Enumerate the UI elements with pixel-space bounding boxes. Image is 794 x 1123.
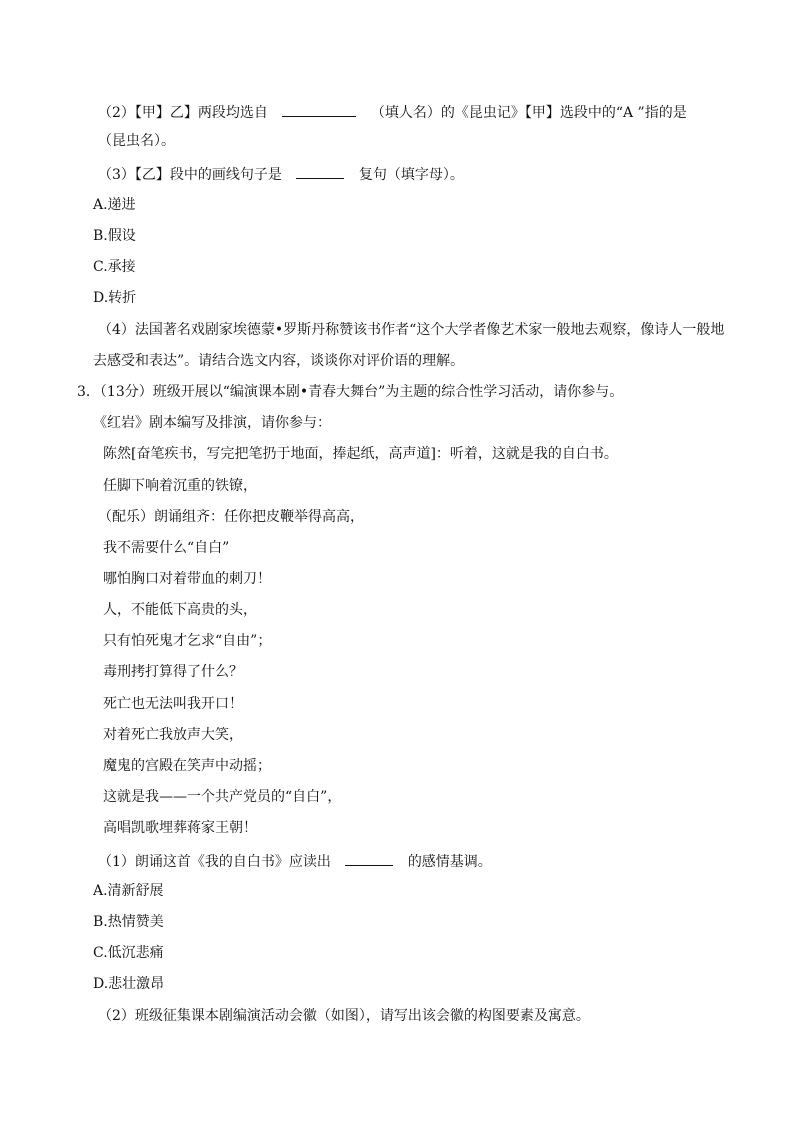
option-d: D.转折 — [93, 290, 137, 306]
option-b: B.热情赞美 — [93, 914, 164, 930]
script-line: 这就是我——一个共产党员的“自白”， — [103, 789, 342, 805]
question-2-prefix: （2）【甲】乙】两段均选自 — [98, 105, 268, 121]
script-line: 毒刑拷打算得了什么？ — [103, 664, 243, 680]
script-line: 只有怕死鬼才乞求“自由”； — [103, 633, 272, 649]
sub-question-1-suffix: 的感情基调。 — [407, 854, 492, 870]
question-2-continuation: （昆虫名）。 — [98, 133, 175, 149]
question-3-prefix: （3）【乙】段中的画线句子是 — [98, 167, 282, 183]
script-line: 任脚下响着沉重的铁镣， — [103, 478, 257, 494]
question-3-suffix: 复句（填字母）。 — [358, 167, 464, 183]
question-2-line-1 — [98, 102, 687, 122]
question-3-stem — [98, 164, 464, 184]
script-line: 我不需要什么“自白” — [103, 540, 230, 556]
option-a: A.递进 — [93, 197, 136, 213]
question-4-line-2: 去感受和表达”。请结合选文内容，谈谈你对评价语的理解。 — [93, 353, 465, 369]
question-2-line-2 — [98, 132, 175, 150]
option-c: C.低沉悲痛 — [93, 945, 164, 961]
sub-question-2: （2）班级征集课本剧编演活动会徽（如图），请写出该会徽的构图要素及寓意。 — [98, 1008, 590, 1024]
question-4-line-1: （4）法国著名戏剧家埃德蒙•罗斯丹称赞该书作者“这个大学者像艺术家一般地去观察，像诗人一般地 — [98, 322, 725, 338]
script-line: 高唱凯歌埋葬蒋家王朝！ — [103, 820, 257, 836]
answer-blank[interactable] — [282, 102, 356, 117]
script-line: 死亡也无法叫我开口！ — [103, 696, 243, 712]
answer-blank[interactable] — [345, 851, 393, 866]
item-3-intro: 《红岩》剧本编写及排演，请你参与： — [93, 415, 331, 431]
option-b: B.假设 — [93, 228, 136, 244]
script-line: 对着死亡我放声大笑， — [103, 727, 243, 743]
sub-question-1-prefix: （1）朗诵这首《我的自白书》应读出 — [98, 854, 331, 870]
option-a: A.清新舒展 — [93, 883, 164, 899]
script-line: 魔鬼的宫殿在笑声中动摇； — [103, 758, 271, 774]
script-line: 陈然[奋笔疾书，写完把笔扔于地面，捧起纸，高声道]：听着，这就是我的自白书。 — [103, 446, 618, 462]
question-2-middle: （填人名）的《昆虫记》【甲】选段中的“A ”指的是 — [370, 105, 687, 121]
script-line: 哪怕胸口对着带血的刺刀！ — [103, 571, 271, 587]
answer-blank[interactable] — [296, 164, 344, 179]
script-line: 人，不能低下高贵的头， — [103, 602, 257, 618]
option-c: C.承接 — [93, 259, 136, 275]
option-d: D.悲壮激昂 — [93, 976, 165, 992]
script-line: （配乐）朗诵组齐：任你把皮鞭举得高高， — [98, 509, 364, 525]
sub-question-1-stem — [98, 851, 492, 871]
item-3-header: 3．（13分）班级开展以“编演课本剧•青春大舞台”为主题的综合性学习活动，请你参与。 — [77, 384, 624, 400]
